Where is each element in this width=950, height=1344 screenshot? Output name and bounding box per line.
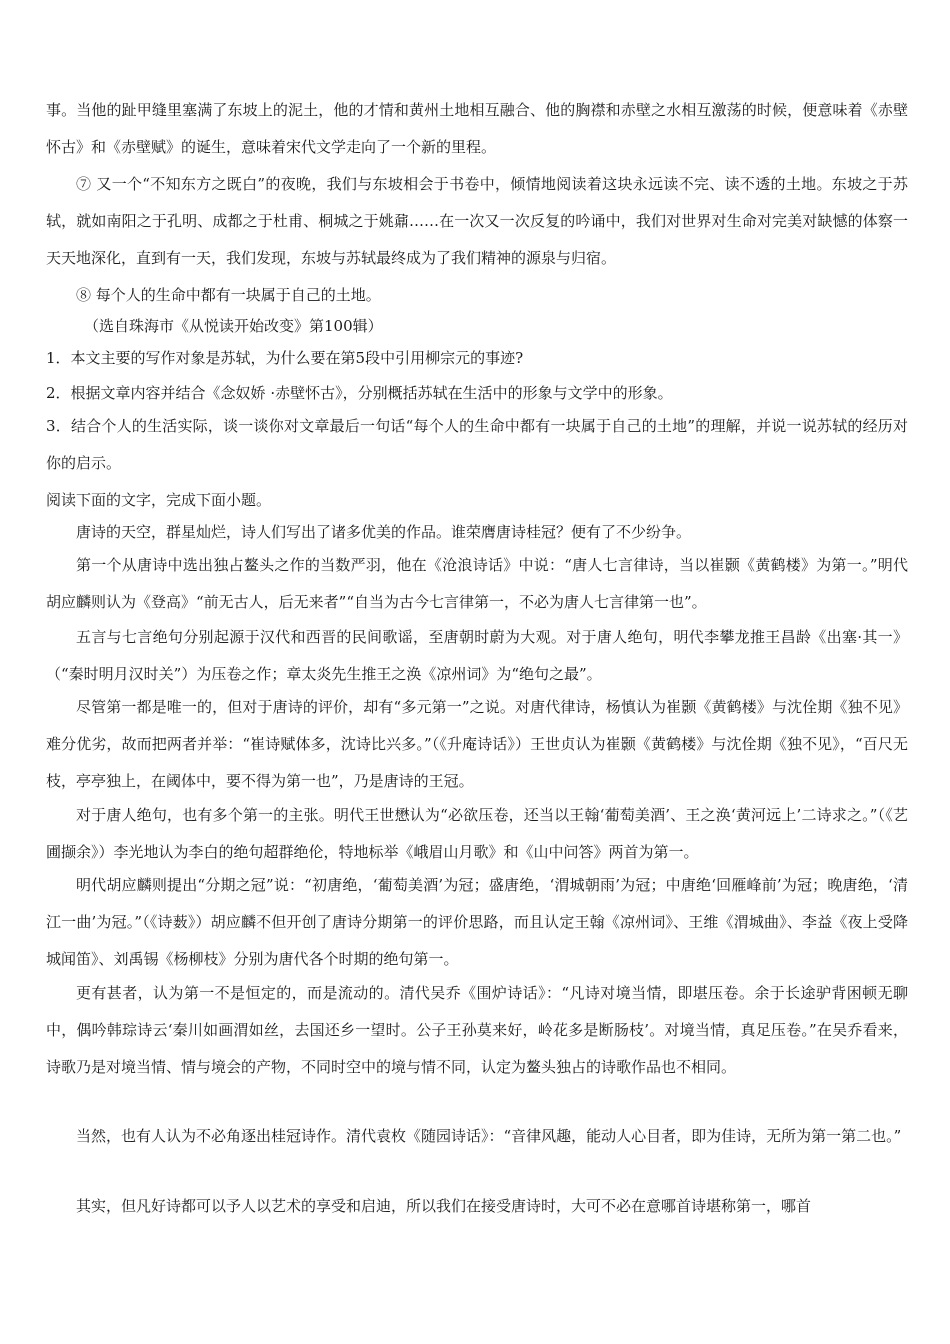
passage-paragraph-7: 更有甚者，认为第一不是恒定的，而是流动的。清代吴乔《围炉诗话》：“凡诗对境当情，即堪压卷。余于长途驴背困顿无聊中，偶吟韩琮诗云‘秦川如画渭如丝，去国还乡一望时。公子王孙莫来好，岭花多是断肠枝’。对境当情，真足压卷。”在吴乔看来，诗歌乃是对境当情、情与境会的产物，不同时空中的境与情不同，认定为鳌头独占的诗歌作品也不相同。: [46, 984, 908, 1076]
passage-paragraph-9: 其实，但凡好诗都可以予人以艺术的享受和启迪，所以我们在接受唐诗时，大可不必在意哪首诗堪称第一，哪首: [76, 1197, 812, 1215]
paragraph-8: ⑧ 每个人的生命中都有一块属于自己的土地。: [76, 286, 381, 304]
question-1: 1．本文主要的写作对象是苏轼，为什么要在第5段中引用柳宗元的事迹?: [46, 349, 524, 367]
passage-paragraph-5: 对于唐人绝句，也有多个第一的主张。明代王世懋认为“必欲压卷，还当以王翰‘葡萄美酒’、王之涣‘黄河远上’二诗求之。”（《艺圃撷余》）李光地认为李白的绝句超群绝伦，特地标举《峨眉山月歌》和《山中问答》两首为第一。: [46, 806, 908, 861]
paragraph-continuation: 事。当他的趾甲缝里塞满了东坡上的泥土，他的才情和黄州土地相互融合、他的胸襟和赤壁之水相互激荡的时候，便意味着《赤壁怀古》和《赤壁赋》的诞生，意味着宋代文学走向了一个新的里程。: [46, 101, 908, 156]
passage-paragraph-3: 五言与七言绝句分别起源于汉代和西晋的民间歌谣，至唐朝时蔚为大观。对于唐人绝句，明代李攀龙推王昌龄《出塞·其一》（“秦时明月汉时关”）为压卷之作；章太炎先生推王之涣《凉州词》为“绝句之最”。: [46, 628, 908, 683]
question-3: 3．结合个人的生活实际，谈一谈你对文章最后一句话“每个人的生命中都有一块属于自己的土地”的理解，并说一说苏轼的经历对你的启示。: [46, 417, 908, 472]
passage-paragraph-2: 第一个从唐诗中选出独占鳌头之作的当数严羽，他在《沧浪诗话》中说：“唐人七言律诗，当以崔颢《黄鹤楼》为第一。”明代胡应麟则认为《登高》“前无古人，后无来者”“自当为古今七言律第一，不必为唐人七言律第一也”。: [46, 556, 908, 611]
paragraph-7: ⑦ 又一个“不知东方之既白”的夜晚，我们与东坡相会于书卷中，倾情地阅读着这块永远读不完、读不透的土地。东坡之于苏轼，就如南阳之于孔明、成都之于杜甫、桐城之于姚鼐……在一次又一次反复的吟诵中，我们对世界对生命对完美对缺憾的体察一天天地深化，直到有一天，我们发现，东坡与苏轼最终成为了我们精神的源泉与归宿。: [46, 175, 908, 267]
passage-paragraph-4: 尽管第一都是唯一的，但对于唐诗的评价，却有“多元第一”之说。对唐代律诗，杨慎认为崔颢《黄鹤楼》与沈佺期《独不见》难分优劣，故而把两者并举：“崔诗赋体多，沈诗比兴多。”（《升庵诗话》）王世贞认为崔颢《黄鹤楼》与沈佺期《独不见》，“百尺无枝，亭亭独上，在阈体中，要不得为第一也”，乃是唐诗的王冠。: [46, 698, 908, 790]
reading-instruction: 阅读下面的文字，完成下面小题。: [46, 491, 272, 509]
source-citation: （选自珠海市《从悦读开始改变》第100辑）: [84, 317, 383, 335]
question-2: 2．根据文章内容并结合《念奴娇 ·赤壁怀古》，分别概括苏轼在生活中的形象与文学中的形象。: [46, 384, 673, 402]
passage-paragraph-8: 当然，也有人认为不必角逐出桂冠诗作。清代袁枚《随园诗话》：“音律风趣，能动人心目者，即为佳诗，无所为第一第二也。”: [76, 1127, 902, 1145]
passage-paragraph-1: 唐诗的天空，群星灿烂，诗人们写出了诸多优美的作品。谁荣膺唐诗桂冠？便有了不少纷争。: [76, 523, 692, 541]
passage-paragraph-6: 明代胡应麟则提出“分期之冠”说：“初唐绝，‘葡萄美酒’为冠；盛唐绝，‘渭城朝雨’为冠；中唐绝‘回雁峰前’为冠；晚唐绝，‘清江一曲’为冠。”（《诗薮》）胡应麟不但开创了唐诗分期第一的评价思路，而且认定王翰《凉州词》、王维《渭城曲》、李益《夜上受降城闻笛》、刘禹锡《杨柳枝》分别为唐代各个时期的绝句第一。: [46, 876, 908, 968]
